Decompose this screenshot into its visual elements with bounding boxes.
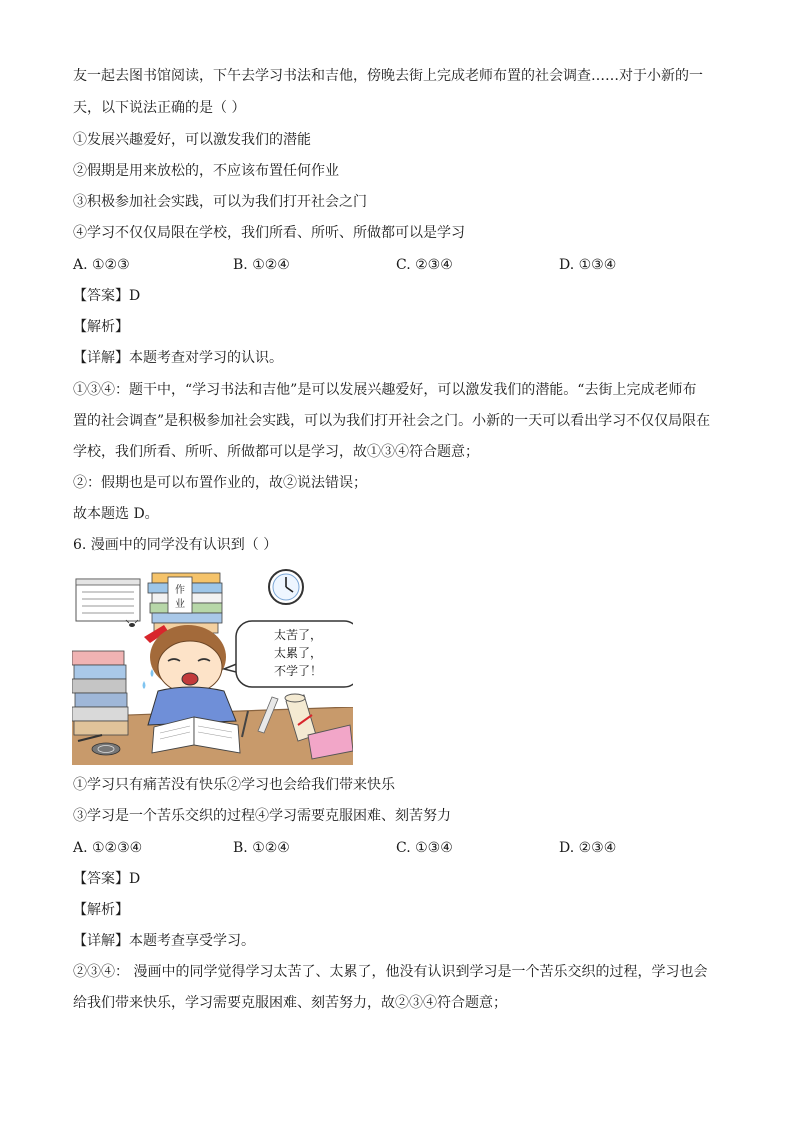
q5-option-a: A. ①②③ — [73, 257, 130, 273]
q6-explanation-2: 给我们带来快乐，学习需要克服困难、刻苦努力，故②③④符合题意； — [73, 995, 507, 1011]
q5-option-b: B. ①②④ — [233, 257, 290, 273]
q5-statement-2: ②假期是用来放松的，不应该布置任何作业 — [73, 163, 339, 179]
q5-stem-line-1: 友一起去图书馆阅读，下午去学习书法和吉他，傍晚去街上完成老师布置的社会调查……对于小新的一 — [73, 68, 703, 84]
q5-explanation-1: ①③④：题干中，“学习书法和吉他”是可以发展兴趣爱好，可以激发我们的潜能。“去街上完成老师布 — [73, 382, 697, 398]
q6-option-a: A. ①②③④ — [73, 840, 143, 856]
q6-option-c: C. ①③④ — [396, 840, 453, 856]
q6-detail: 【详解】本题考查享受学习。 — [73, 933, 255, 949]
cartoon-illustration — [72, 565, 353, 765]
cartoon-svg — [72, 565, 353, 765]
q5-analysis-label: 【解析】 — [73, 319, 129, 335]
q6-stem: 6. 漫画中的同学没有认识到（ ） — [73, 537, 278, 553]
q6-statements-line-2: ③学习是一个苦乐交织的过程④学习需要克服困难、刻苦努力 — [73, 808, 451, 824]
q5-stem-line-2: 天，以下说法正确的是（ ） — [73, 100, 246, 116]
q6-option-d: D. ②③④ — [559, 840, 617, 856]
bubble-line-3: 不学了！ — [273, 664, 323, 678]
mosquito-coil — [92, 743, 120, 755]
q5-detail: 【详解】本题考查对学习的认识。 — [73, 350, 283, 366]
q6-answer: 【答案】D — [73, 871, 141, 887]
q6-options — [73, 838, 733, 858]
book-stack-left — [72, 651, 128, 735]
q5-statement-1: ①发展兴趣爱好，可以激发我们的潜能 — [73, 132, 311, 148]
q5-explanation-2: 置的社会调查”是积极参加社会实践，可以为我们打开社会之门。小新的一天可以看出学习不仅仅局限在 — [73, 413, 711, 429]
q6-explanation-1: ②③④： 漫画中的同学觉得学习太苦了、太累了，他没有认识到学习是一个苦乐交织的过程，学习也会 — [73, 964, 708, 980]
bubble-line-1: 太苦了， — [273, 628, 323, 642]
calendar — [76, 579, 140, 621]
q6-option-b: B. ①②④ — [233, 840, 290, 856]
q5-answer: 【答案】D — [73, 288, 141, 304]
q5-statement-4: ④学习不仅仅局限在学校，我们所看、所听、所做都可以是学习 — [73, 225, 465, 241]
books-on-head — [148, 573, 222, 633]
q5-explanation-4: ②：假期也是可以布置作业的，故②说法错误； — [73, 475, 367, 491]
q6-analysis-label: 【解析】 — [73, 902, 129, 918]
bubble-line-2: 太累了， — [273, 646, 323, 660]
q5-explanation-3: 学校，我们所看、所听、所做都可以是学习，故①③④符合题意； — [73, 444, 479, 460]
homework-label-char-1: 作 — [175, 585, 185, 596]
q5-options — [73, 255, 733, 275]
speech-bubble — [224, 621, 353, 687]
clock-icon — [269, 570, 303, 604]
homework-label-char-2: 业 — [175, 599, 185, 610]
q5-option-d: D. ①③④ — [559, 257, 617, 273]
q5-statement-3: ③积极参加社会实践，可以为我们打开社会之门 — [73, 194, 367, 210]
q5-explanation-5: 故本题选 D。 — [73, 506, 159, 522]
q6-statements-line-1: ①学习只有痛苦没有快乐②学习也会给我们带来快乐 — [73, 777, 395, 793]
q5-option-c: C. ②③④ — [396, 257, 453, 273]
